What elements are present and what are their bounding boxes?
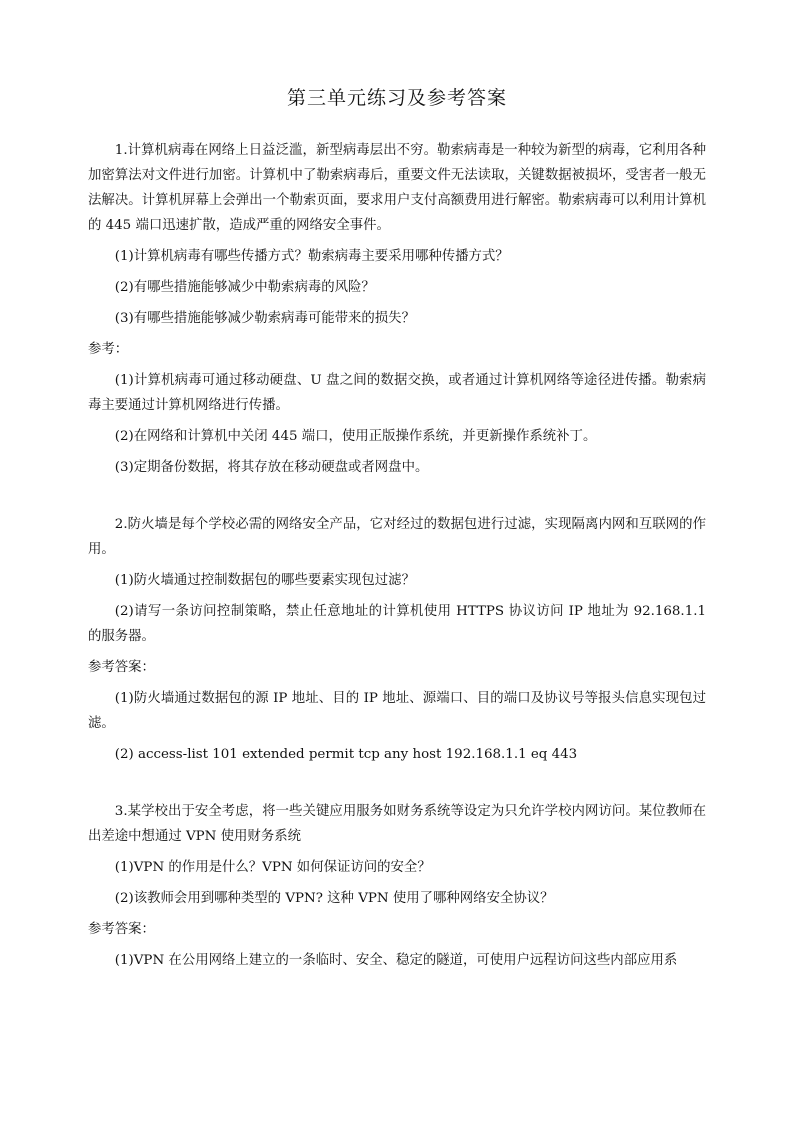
- question-2-sub-2: (2)请写一条访问控制策略，禁止任意地址的计算机使用 HTTPS 协议访问 IP 地址为 92.168.1.1 的服务器。: [88, 604, 706, 644]
- question-2-stem: 2.防火墙是每个学校必需的网络安全产品，它对经过的数据包进行过滤，实现隔离内网和互联网的作用。: [88, 517, 706, 557]
- question-3-sub-1: (1)VPN 的作用是什么？VPN 如何保证访问的安全？: [114, 860, 431, 875]
- question-1: [88, 138, 706, 480]
- question-2-sub-1: (1)防火墙通过控制数据包的哪些要素实现包过滤？: [114, 573, 415, 588]
- question-1-sub-2: (2)有哪些措施能够减少中勒索病毒的风险？: [114, 280, 375, 295]
- question-1-answer-1: (1)计算机病毒可通过移动硬盘、U 盘之间的数据交换，或者通过计算机网络等途径进传播。勒索病毒主要通过计算机网络进行传播。: [88, 373, 706, 413]
- question-3: [88, 799, 706, 973]
- question-1-stem: 1.计算机病毒在网络上日益泛滥，新型病毒层出不穷。勒索病毒是一种较为新型的病毒，它利用各种加密算法对文件进行加密。计算机中了勒索病毒后，重要文件无法读取，关键数据被损坏，受害者一般无法解决。计算机屏幕上会弹出一个勒索页面，要求用户支付高额费用进行解密。勒索病毒可以利用计算机的 445 端口迅速扩散，造成严重的网络安全事件。: [88, 143, 706, 233]
- question-2-answer-2: (2) access-list 101 extended permit tcp any host 192.168.1.1 eq 443: [114, 747, 578, 762]
- question-1-answer-2: (2)在网络和计算机中关闭 445 端口，使用正版操作系统，并更新操作系统补丁。: [114, 429, 597, 444]
- question-1-answer-3: (3)定期备份数据，将其存放在移动硬盘或者网盘中。: [114, 460, 429, 475]
- question-1-sub-1: (1)计算机病毒有哪些传播方式？勒索病毒主要采用哪种传播方式？: [114, 249, 509, 264]
- question-3-sub-2: (2)该教师会用到哪种类型的 VPN? 这种 VPN 使用了哪种网络安全协议？: [114, 891, 554, 906]
- question-2-answer-label: 参考答案：: [88, 660, 155, 675]
- section-gap: [88, 486, 706, 512]
- question-1-answer-label: 参考：: [88, 342, 129, 357]
- question-3-stem: 3.某学校出于安全考虑，将一些关键应用服务如财务系统等设定为只允许学校内网访问。某位教师在出差途中想通过 VPN 使用财务系统: [88, 804, 706, 844]
- question-1-sub-3: (3)有哪些措施能够减少勒索病毒可能带来的损失？: [114, 311, 415, 326]
- question-3-answer-1: (1)VPN 在公用网络上建立的一条临时、安全、稳定的隧道，可使用户远程访问这些内部应用系: [114, 953, 678, 968]
- page-title: 第三单元练习及参考答案: [286, 87, 507, 109]
- question-3-answer-label: 参考答案：: [88, 922, 155, 937]
- section-gap: [88, 773, 706, 799]
- question-2: [88, 512, 706, 767]
- question-2-answer-1: (1)防火墙通过数据包的源 IP 地址、目的 IP 地址、源端口、目的端口及协议号等报头信息实现包过滤。: [88, 691, 706, 731]
